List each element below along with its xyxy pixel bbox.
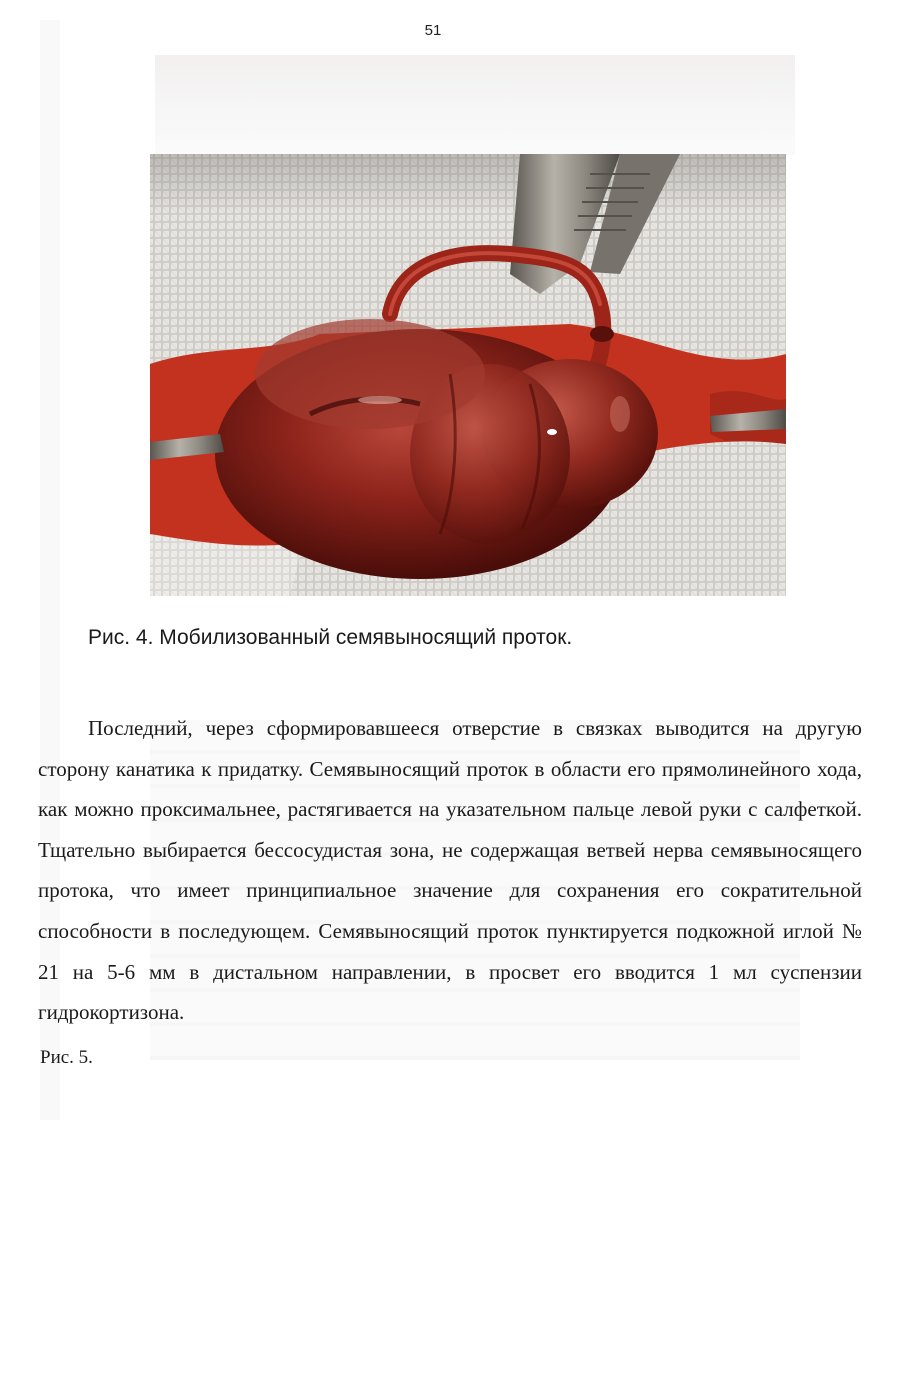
figure-reference: Рис. 5. xyxy=(40,1047,93,1068)
body-paragraph-block xyxy=(38,708,862,1033)
bleed-through-area xyxy=(155,55,795,155)
body-paragraph: Последний, через сформировавшееся отверстие в связках выводится на другую сторону канатика к придатку. Семявыносящий проток в области его прямолинейного хода, как можно проксимальнее, растягивается на указательном пальце левой руки с салфеткой. Тщательно выбирается бессосудистая зона, не содержащая ветвей нерва семявыносящего протока, что имеет принципиальное значение для сохранения его сократительной способности в последующем. Семявыносящий проток пунктируется подкожной иглой № 21 на 5-6 мм в дистальном направлении, в просвет его вводится 1 мл суспензии гидрокортизона. xyxy=(38,716,862,1025)
figure-caption: Рис. 4. Мобилизованный семявыносящий проток. xyxy=(88,626,573,649)
page-number: 51 xyxy=(424,22,442,39)
surgical-photo xyxy=(150,154,786,596)
